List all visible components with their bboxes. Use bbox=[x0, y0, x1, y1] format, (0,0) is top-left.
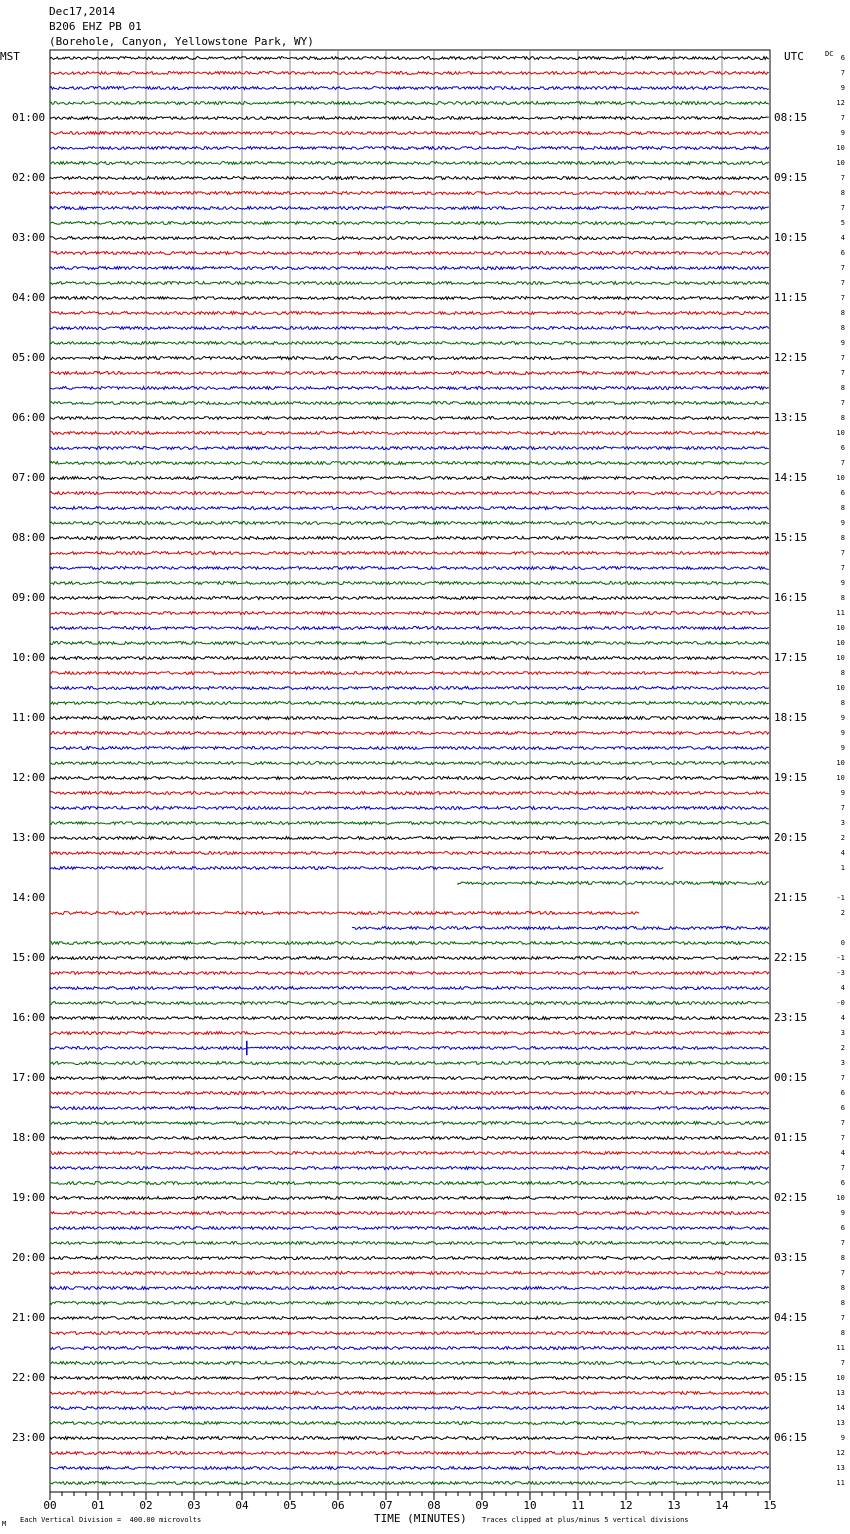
left-hour-label: 20:00 bbox=[12, 1251, 46, 1264]
x-axis-title: TIME (MINUTES) bbox=[374, 1512, 467, 1525]
seismic-trace bbox=[50, 477, 769, 480]
x-tick-label: 13 bbox=[667, 1499, 681, 1512]
dc-offset-value: 14 bbox=[836, 1404, 845, 1412]
dc-offset-value: 8 bbox=[840, 189, 845, 197]
right-hour-label: 23:15 bbox=[774, 1011, 808, 1024]
station-location: (Borehole, Canyon, Yellowstone Park, WY) bbox=[49, 35, 314, 48]
right-hour-label: 00:15 bbox=[774, 1071, 808, 1084]
seismic-trace bbox=[50, 1212, 769, 1215]
right-hour-label: 02:15 bbox=[774, 1191, 808, 1204]
x-tick-label: 05 bbox=[283, 1499, 297, 1512]
seismic-trace bbox=[50, 522, 769, 525]
dc-offset-value: 7 bbox=[840, 1239, 845, 1247]
seismic-trace bbox=[50, 1122, 769, 1125]
seismic-trace bbox=[50, 1377, 769, 1380]
seismic-trace bbox=[50, 1437, 769, 1440]
seismic-trace bbox=[50, 417, 769, 420]
dc-offset-value: 6 bbox=[840, 489, 845, 497]
dc-offset-value: 11 bbox=[836, 1344, 845, 1352]
dc-offset-value: 7 bbox=[840, 399, 845, 407]
seismic-trace bbox=[50, 1302, 769, 1305]
left-hour-label: 12:00 bbox=[12, 771, 46, 784]
seismic-trace bbox=[50, 402, 769, 405]
dc-offset-value: 7 bbox=[840, 174, 845, 182]
dc-offset-value: 4 bbox=[840, 849, 845, 857]
seismic-trace bbox=[50, 1107, 769, 1110]
dc-offset-value: 13 bbox=[836, 1389, 845, 1397]
dc-offset-value: 9 bbox=[840, 744, 845, 752]
seismic-trace bbox=[50, 87, 769, 90]
left-hour-label: 13:00 bbox=[12, 831, 46, 844]
station-code: B206 EHZ PB 01 bbox=[49, 20, 142, 33]
dc-offset-value: 8 bbox=[840, 324, 845, 332]
seismic-trace bbox=[50, 507, 769, 510]
seismic-trace bbox=[50, 822, 769, 825]
left-hour-label: 22:00 bbox=[12, 1371, 46, 1384]
seismic-trace bbox=[50, 777, 769, 780]
dc-offset-value: 12 bbox=[836, 1449, 845, 1457]
dc-offset-value: 8 bbox=[840, 1254, 845, 1262]
dc-offset-value: 10 bbox=[836, 624, 845, 632]
dc-offset-value: -1 bbox=[836, 954, 845, 962]
x-tick-label: 14 bbox=[715, 1499, 729, 1512]
dc-offset-value: 9 bbox=[840, 519, 845, 527]
x-tick-label: 07 bbox=[379, 1499, 393, 1512]
seismic-trace bbox=[50, 1137, 769, 1140]
seismic-trace bbox=[50, 942, 769, 945]
chart-date: Dec17,2014 bbox=[49, 5, 116, 18]
dc-offset-value: 8 bbox=[840, 309, 845, 317]
seismic-trace bbox=[50, 1452, 769, 1455]
seismic-trace bbox=[50, 672, 769, 675]
seismic-trace bbox=[50, 762, 769, 765]
seismic-trace bbox=[50, 327, 769, 330]
seismic-trace bbox=[50, 1017, 769, 1020]
seismic-trace bbox=[50, 342, 769, 345]
x-tick-label: 10 bbox=[523, 1499, 537, 1512]
dc-offset-value: 8 bbox=[840, 1299, 845, 1307]
dc-offset-value: 8 bbox=[840, 1329, 845, 1337]
seismic-trace bbox=[50, 447, 769, 450]
dc-offset-value: 1 bbox=[840, 864, 845, 872]
dc-offset-value: 10 bbox=[836, 774, 845, 782]
right-hour-label: 19:15 bbox=[774, 771, 808, 784]
dc-offset-value: 7 bbox=[840, 114, 845, 122]
seismic-trace bbox=[50, 1077, 769, 1080]
dc-offset-value: 11 bbox=[836, 609, 845, 617]
dc-offset-value: 7 bbox=[840, 1164, 845, 1172]
seismic-trace bbox=[50, 837, 769, 840]
seismic-trace bbox=[50, 597, 769, 600]
left-hour-label: 15:00 bbox=[12, 951, 46, 964]
dc-offset-value: 6 bbox=[840, 54, 845, 62]
seismic-trace bbox=[50, 102, 769, 105]
dc-offset-value: 10 bbox=[836, 759, 845, 767]
seismic-trace bbox=[50, 1167, 769, 1170]
seismic-trace bbox=[50, 1062, 769, 1065]
left-hour-label: 03:00 bbox=[12, 231, 46, 244]
dc-offset-value: 7 bbox=[840, 69, 845, 77]
seismic-trace bbox=[50, 162, 769, 165]
seismic-trace bbox=[50, 1257, 769, 1260]
left-hour-label: 14:00 bbox=[12, 891, 46, 904]
seismic-trace bbox=[50, 117, 769, 120]
right-hour-label: 11:15 bbox=[774, 291, 808, 304]
right-hour-label: 20:15 bbox=[774, 831, 808, 844]
left-hour-label: 01:00 bbox=[12, 111, 46, 124]
seismic-trace bbox=[50, 222, 769, 225]
seismic-trace bbox=[50, 1362, 769, 1365]
seismic-trace bbox=[50, 807, 769, 810]
dc-offset-value: 6 bbox=[840, 1104, 845, 1112]
dc-offset-value: 9 bbox=[840, 84, 845, 92]
dc-offset-header: DC bbox=[825, 50, 834, 58]
seismic-trace bbox=[50, 1032, 769, 1035]
dc-offset-value: 13 bbox=[836, 1464, 845, 1472]
seismic-trace bbox=[50, 627, 769, 630]
seismic-trace bbox=[50, 252, 769, 255]
x-tick-label: 03 bbox=[187, 1499, 201, 1512]
right-hour-label: 17:15 bbox=[774, 651, 808, 664]
dc-offset-value: 4 bbox=[840, 984, 845, 992]
seismic-trace bbox=[50, 867, 663, 870]
dc-offset-value: 12 bbox=[836, 99, 845, 107]
dc-offset-value: 4 bbox=[840, 1014, 845, 1022]
seismic-trace bbox=[50, 432, 769, 435]
right-hour-label: 12:15 bbox=[774, 351, 808, 364]
right-hour-label: 03:15 bbox=[774, 1251, 808, 1264]
dc-offset-value: 2 bbox=[840, 1044, 845, 1052]
left-hour-label: 18:00 bbox=[12, 1131, 46, 1144]
left-timezone-label: MST bbox=[0, 50, 20, 63]
dc-offset-value: 7 bbox=[840, 1314, 845, 1322]
left-hour-label: 04:00 bbox=[12, 291, 46, 304]
seismic-trace bbox=[50, 1332, 769, 1335]
x-tick-label: 02 bbox=[139, 1499, 153, 1512]
dc-offset-value: 10 bbox=[836, 1194, 845, 1202]
clip-note: Traces clipped at plus/minus 5 vertical divisions bbox=[482, 1516, 689, 1524]
left-hour-label: 07:00 bbox=[12, 471, 46, 484]
seismic-trace bbox=[50, 1092, 769, 1095]
dc-offset-value: 8 bbox=[840, 414, 845, 422]
right-hour-label: 22:15 bbox=[774, 951, 808, 964]
left-hour-label: 10:00 bbox=[12, 651, 46, 664]
seismic-trace bbox=[50, 462, 769, 465]
seismic-trace bbox=[50, 552, 769, 555]
x-tick-label: 12 bbox=[619, 1499, 633, 1512]
dc-offset-value: 7 bbox=[840, 804, 845, 812]
dc-offset-value: 7 bbox=[840, 1119, 845, 1127]
dc-offset-value: 3 bbox=[840, 819, 845, 827]
dc-offset-value: 7 bbox=[840, 549, 845, 557]
seismic-trace bbox=[50, 147, 769, 150]
dc-offset-value: 7 bbox=[840, 1074, 845, 1082]
dc-offset-value: 7 bbox=[840, 354, 845, 362]
dc-offset-value: 3 bbox=[840, 1029, 845, 1037]
dc-offset-value: 7 bbox=[840, 564, 845, 572]
seismic-trace bbox=[50, 72, 769, 75]
left-hour-label: 21:00 bbox=[12, 1311, 46, 1324]
dc-offset-value: 8 bbox=[840, 504, 845, 512]
seismic-trace bbox=[50, 312, 769, 315]
seismic-trace bbox=[50, 357, 769, 360]
x-tick-label: 06 bbox=[331, 1499, 345, 1512]
seismic-trace bbox=[50, 192, 769, 195]
seismic-trace bbox=[50, 792, 769, 795]
x-tick-label: 00 bbox=[43, 1499, 57, 1512]
right-hour-label: 09:15 bbox=[774, 171, 808, 184]
dc-offset-value: 9 bbox=[840, 1209, 845, 1217]
seismic-trace bbox=[50, 1272, 769, 1275]
dc-offset-value: 10 bbox=[836, 684, 845, 692]
seismic-trace bbox=[50, 1242, 769, 1245]
seismic-trace bbox=[50, 372, 769, 375]
seismic-trace bbox=[50, 567, 769, 570]
dc-offset-value: 4 bbox=[840, 234, 845, 242]
seismic-trace bbox=[50, 747, 769, 750]
corner-mark: M bbox=[2, 1520, 7, 1528]
seismic-trace bbox=[50, 717, 769, 720]
dc-offset-value: 9 bbox=[840, 129, 845, 137]
right-hour-label: 21:15 bbox=[774, 891, 808, 904]
x-tick-label: 09 bbox=[475, 1499, 489, 1512]
dc-offset-value: 10 bbox=[836, 159, 845, 167]
dc-offset-value: 8 bbox=[840, 594, 845, 602]
seismic-trace bbox=[50, 1482, 769, 1485]
seismic-trace bbox=[50, 642, 769, 645]
x-tick-label: 11 bbox=[571, 1499, 585, 1512]
seismic-trace bbox=[50, 1287, 769, 1290]
left-hour-label: 11:00 bbox=[12, 711, 46, 724]
seismic-trace bbox=[50, 1347, 769, 1350]
right-timezone-label: UTC bbox=[784, 50, 804, 63]
dc-offset-value: 7 bbox=[840, 204, 845, 212]
dc-offset-value: 7 bbox=[840, 1269, 845, 1277]
seismic-trace bbox=[50, 1227, 769, 1230]
dc-offset-value: 9 bbox=[840, 714, 845, 722]
x-tick-label: 01 bbox=[91, 1499, 105, 1512]
plot-frame bbox=[50, 50, 770, 1492]
dc-offset-value: 6 bbox=[840, 1179, 845, 1187]
left-hour-label: 19:00 bbox=[12, 1191, 46, 1204]
dc-offset-value: 9 bbox=[840, 729, 845, 737]
dc-offset-value: 4 bbox=[840, 1149, 845, 1157]
dc-offset-value: 9 bbox=[840, 579, 845, 587]
seismic-trace bbox=[50, 1152, 769, 1155]
dc-offset-value: 9 bbox=[840, 339, 845, 347]
seismic-trace bbox=[50, 207, 769, 210]
seismic-trace bbox=[50, 537, 769, 540]
left-hour-label: 02:00 bbox=[12, 171, 46, 184]
dc-offset-value: 13 bbox=[836, 1419, 845, 1427]
right-hour-label: 10:15 bbox=[774, 231, 808, 244]
dc-offset-value: 8 bbox=[840, 669, 845, 677]
dc-offset-value: 10 bbox=[836, 1374, 845, 1382]
seismic-trace bbox=[50, 1002, 769, 1005]
seismic-trace bbox=[50, 57, 769, 60]
seismic-trace bbox=[50, 297, 769, 300]
seismic-trace bbox=[50, 282, 769, 285]
scale-note: Each Vertical Division = 400.00 microvolts bbox=[20, 1516, 202, 1524]
dc-offset-value: 2 bbox=[840, 834, 845, 842]
dc-offset-value: 7 bbox=[840, 459, 845, 467]
seismic-trace bbox=[50, 1182, 769, 1185]
right-hour-label: 13:15 bbox=[774, 411, 808, 424]
seismic-trace bbox=[50, 237, 769, 240]
dc-offset-value: 7 bbox=[840, 369, 845, 377]
seismic-trace bbox=[50, 912, 639, 915]
dc-offset-value: 10 bbox=[836, 144, 845, 152]
dc-offset-value: 7 bbox=[840, 279, 845, 287]
left-hour-label: 08:00 bbox=[12, 531, 46, 544]
dc-offset-value: 8 bbox=[840, 534, 845, 542]
seismic-trace bbox=[50, 1047, 769, 1050]
left-hour-label: 23:00 bbox=[12, 1431, 46, 1444]
seismic-trace bbox=[50, 387, 769, 390]
right-hour-label: 08:15 bbox=[774, 111, 808, 124]
dc-offset-value: 10 bbox=[836, 474, 845, 482]
dc-offset-value: 7 bbox=[840, 294, 845, 302]
dc-offset-value: 0 bbox=[840, 939, 845, 947]
dc-offset-value: -3 bbox=[836, 969, 845, 977]
seismic-trace bbox=[50, 972, 769, 975]
right-hour-label: 18:15 bbox=[774, 711, 808, 724]
right-hour-label: 05:15 bbox=[774, 1371, 808, 1384]
dc-offset-value: 6 bbox=[840, 249, 845, 257]
dc-offset-value: 11 bbox=[836, 1479, 845, 1487]
seismic-trace bbox=[50, 687, 769, 690]
right-hour-label: 06:15 bbox=[774, 1431, 808, 1444]
dc-offset-value: 8 bbox=[840, 1284, 845, 1292]
dc-offset-value: 6 bbox=[840, 1224, 845, 1232]
dc-offset-value: 10 bbox=[836, 429, 845, 437]
dc-offset-value: 6 bbox=[840, 1089, 845, 1097]
dc-offset-value: 9 bbox=[840, 1434, 845, 1442]
seismic-trace bbox=[50, 987, 769, 990]
seismic-trace bbox=[50, 612, 769, 615]
seismic-trace bbox=[50, 852, 769, 855]
seismic-trace bbox=[50, 267, 769, 270]
x-tick-label: 08 bbox=[427, 1499, 441, 1512]
dc-offset-value: 3 bbox=[840, 1059, 845, 1067]
seismic-trace bbox=[50, 702, 769, 705]
seismic-trace bbox=[50, 1422, 769, 1425]
seismic-trace bbox=[50, 1407, 769, 1410]
seismic-trace bbox=[50, 1392, 769, 1395]
dc-offset-value: 8 bbox=[840, 384, 845, 392]
right-hour-label: 16:15 bbox=[774, 591, 808, 604]
left-hour-label: 06:00 bbox=[12, 411, 46, 424]
right-hour-label: 04:15 bbox=[774, 1311, 808, 1324]
dc-offset-value: 8 bbox=[840, 699, 845, 707]
x-tick-label: 04 bbox=[235, 1499, 249, 1512]
x-tick-label: 15 bbox=[763, 1499, 777, 1512]
dc-offset-value: 10 bbox=[836, 639, 845, 647]
dc-offset-value: 7 bbox=[840, 1134, 845, 1142]
seismic-trace bbox=[50, 582, 769, 585]
left-hour-label: 16:00 bbox=[12, 1011, 46, 1024]
right-hour-label: 14:15 bbox=[774, 471, 808, 484]
seismic-trace bbox=[50, 1317, 769, 1320]
right-hour-label: 15:15 bbox=[774, 531, 808, 544]
left-hour-label: 05:00 bbox=[12, 351, 46, 364]
dc-offset-value: 9 bbox=[840, 789, 845, 797]
seismic-trace bbox=[50, 957, 769, 960]
dc-offset-value: -1 bbox=[836, 894, 845, 902]
seismic-trace bbox=[50, 492, 769, 495]
dc-offset-value: -0 bbox=[836, 999, 845, 1007]
dc-offset-value: 7 bbox=[840, 264, 845, 272]
seismic-trace bbox=[50, 657, 769, 660]
seismic-trace bbox=[352, 927, 768, 930]
dc-offset-value: 6 bbox=[840, 444, 845, 452]
seismic-trace bbox=[50, 177, 769, 180]
seismic-trace bbox=[50, 1197, 769, 1200]
left-hour-label: 09:00 bbox=[12, 591, 46, 604]
dc-offset-value: 10 bbox=[836, 654, 845, 662]
dc-offset-value: 5 bbox=[840, 219, 845, 227]
seismic-trace bbox=[50, 132, 769, 135]
seismic-trace bbox=[50, 732, 769, 735]
dc-offset-value: 2 bbox=[840, 909, 845, 917]
left-hour-label: 17:00 bbox=[12, 1071, 46, 1084]
right-hour-label: 01:15 bbox=[774, 1131, 808, 1144]
seismic-trace bbox=[50, 1467, 769, 1470]
dc-offset-value: 7 bbox=[840, 1359, 845, 1367]
